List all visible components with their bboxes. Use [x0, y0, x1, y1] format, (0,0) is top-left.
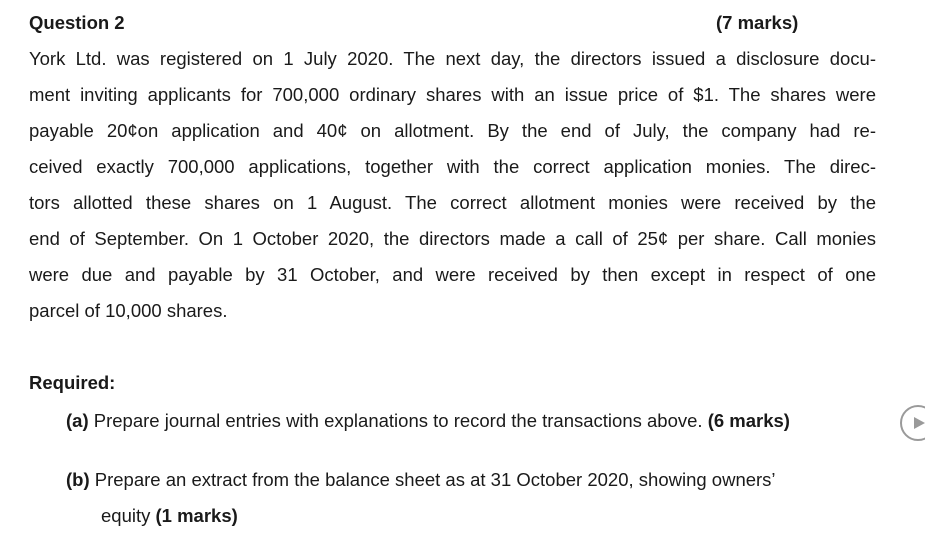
part-b	[66, 469, 776, 491]
part-b-marks: (1 marks)	[155, 505, 238, 526]
part-b-text: Prepare an extract from the balance sheet as at 31 October 2020, showing owners’	[94, 469, 776, 490]
part-b-continued	[101, 505, 238, 527]
part-a-label: (a)	[66, 410, 89, 431]
part-b-continuation: equity	[101, 505, 151, 526]
part-a	[66, 410, 790, 432]
part-a-marks: (6 marks)	[707, 410, 790, 431]
paragraph-line-3: payable 20¢on application and 40¢ on allotment. By the end of July, the company had re-	[29, 120, 876, 141]
paragraph-line-5: tors allotted these shares on 1 August. The correct allotment monies were received by the	[29, 192, 876, 213]
play-button[interactable]	[900, 405, 925, 441]
part-a-text: Prepare journal entries with explanations to record the transactions above.	[93, 410, 703, 431]
play-icon	[912, 416, 925, 430]
paragraph-line-8: parcel of 10,000 shares.	[29, 300, 228, 321]
paragraph-line-2: ment inviting applicants for 700,000 ordinary shares with an issue price of $1. The shares were	[29, 84, 876, 105]
paragraph-line-7: were due and payable by 31 October, and were received by then except in respect of one	[29, 264, 876, 285]
required-heading: Required:	[29, 372, 116, 393]
part-b-label: (b)	[66, 469, 90, 490]
paragraph-line-1: York Ltd. was registered on 1 July 2020. The next day, the directors issued a disclosure docu-	[29, 48, 876, 69]
paragraph-line-4: ceived exactly 700,000 applications, together with the correct application monies. The direc-	[29, 156, 876, 177]
paragraph-line-6: end of September. On 1 October 2020, the directors made a call of 25¢ per share. Call monies	[29, 228, 876, 249]
question-title: Question 2	[29, 12, 125, 33]
question-marks: (7 marks)	[716, 12, 799, 33]
